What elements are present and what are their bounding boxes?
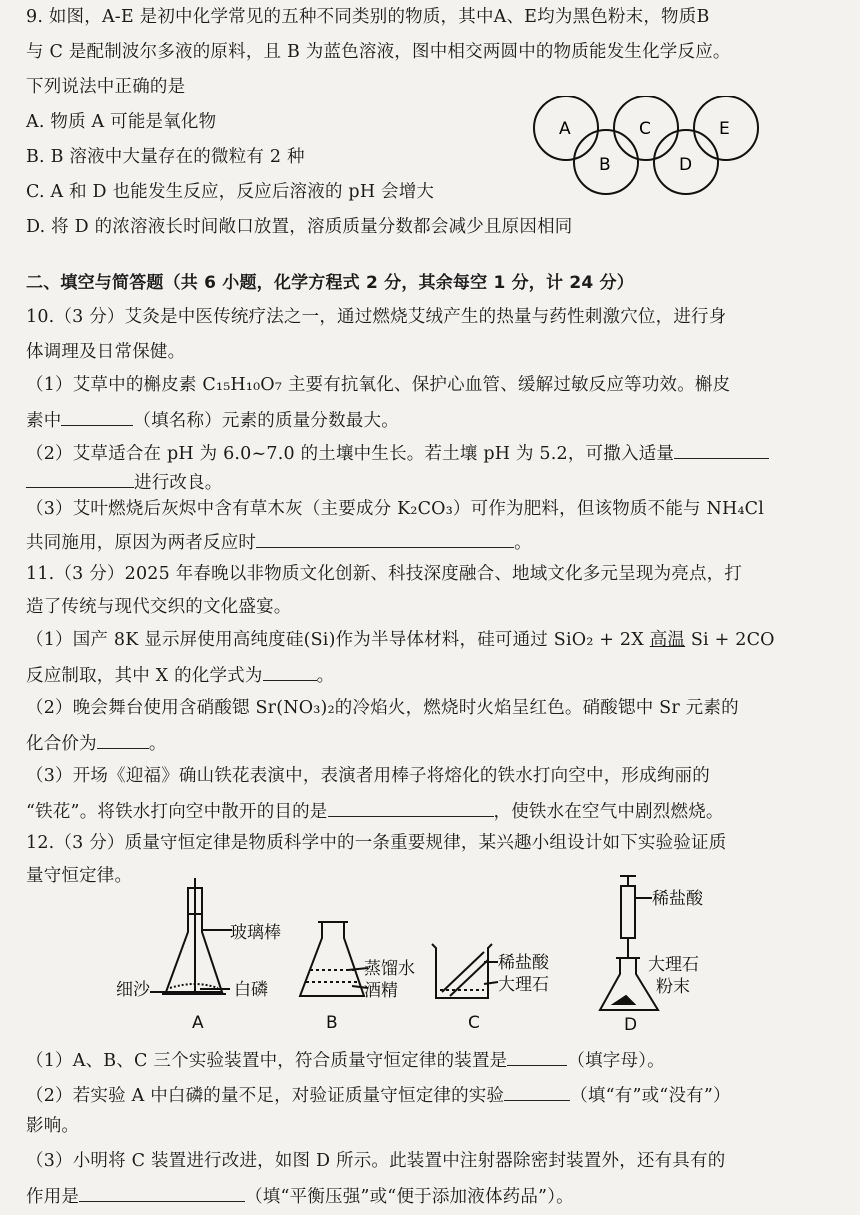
answer-blank[interactable] <box>61 407 133 426</box>
q9-stem-line3: 下列说法中正确的是 <box>26 77 186 97</box>
q12-part2-line1: （2）若实验 A 中白磷的量不足，对验证质量守恒定律的实验 （填“有”或“没有”） <box>26 1082 731 1107</box>
answer-blank[interactable] <box>97 730 149 749</box>
q12-part2-line2: 影响。 <box>26 1116 80 1136</box>
answer-blank[interactable] <box>263 662 317 681</box>
answer-blank[interactable] <box>507 1047 567 1066</box>
reaction-condition: 高温 <box>649 630 686 650</box>
q9-option-a: A. 物质 A 可能是氧化物 <box>26 112 217 132</box>
circle-label-e: E <box>719 119 730 139</box>
q10-stem-line2: 体调理及日常保健。 <box>26 342 186 362</box>
section-title: 二、填空与简答题（共 6 小题，化学方程式 2 分，其余每空 1 分，计 24 分） <box>26 273 634 293</box>
q12-stem-line1: 12.（3 分）质量守恒定律是物质科学中的一条重要规律，某兴趣小组设计如下实验验证质 <box>26 833 727 853</box>
apparatus-a <box>150 878 232 994</box>
label-d-powder: 粉末 <box>656 977 690 997</box>
circle-label-a: A <box>559 119 571 139</box>
answer-blank[interactable] <box>256 529 514 548</box>
label-white-phosphorus: 白磷 <box>234 980 268 1000</box>
label-d: D <box>624 1015 638 1035</box>
label-sand: 细沙 <box>116 980 150 1000</box>
label-c-marble: 大理石 <box>498 975 549 995</box>
q10-part1-line1: （1）艾草中的槲皮素 C₁₅H₁₀O₇ 主要有抗氧化、保护心血管、缓解过敏反应等功效。槲皮 <box>26 375 731 395</box>
label-c-hydrochloric-acid: 稀盐酸 <box>498 953 549 973</box>
answer-blank[interactable] <box>504 1082 570 1101</box>
syringe <box>621 886 635 938</box>
q12-apparatus-figure <box>100 870 780 1040</box>
apparatus-b <box>300 922 368 996</box>
q12-part1: （1）A、B、C 三个实验装置中，符合质量守恒定律的装置是 （填字母）。 <box>26 1047 665 1072</box>
q11-part1-line2: 反应制取，其中 X 的化学式为 。 <box>26 662 334 687</box>
q11-part3-line1: （3）开场《迎福》确山铁花表演中，表演者用棒子将熔化的铁水打向空中，形成绚丽的 <box>26 766 710 786</box>
q11-part2-line1: （2）晚会舞台使用含硝酸锶 Sr(NO₃)₂的冷焰火，燃烧时火焰呈红色。硝酸锶中 Sr 元素的 <box>26 698 739 718</box>
q9-option-b: B. B 溶液中大量存在的微粒有 2 种 <box>26 147 305 167</box>
circle-label-b: B <box>599 155 611 175</box>
label-d-hydrochloric-acid: 稀盐酸 <box>652 889 703 909</box>
q11-stem-line2: 造了传统与现代交织的文化盛宴。 <box>26 597 292 617</box>
apparatus-d <box>600 876 658 1010</box>
q9-stem-line2: 与 C 是配制波尔多液的原料，且 B 为蓝色溶液，图中相交两圆中的物质能发生化学反应。 <box>26 42 731 62</box>
label-a: A <box>192 1013 204 1033</box>
q10-part3-line1: （3）艾叶燃烧后灰烬中含有草木灰（主要成分 K₂CO₃）可作为肥料，但该物质不能与 NH₄Cl <box>26 499 765 519</box>
label-glass-rod: 玻璃棒 <box>230 923 281 943</box>
q12-part3-line1: （3）小明将 C 装置进行改进，如图 D 所示。此装置中注射器除密封装置外，还有具有的 <box>26 1151 726 1171</box>
q10-part1-line2: 素中 （填名称）元素的质量分数最大。 <box>26 407 399 432</box>
answer-blank[interactable] <box>79 1183 245 1202</box>
label-d-marble: 大理石 <box>648 955 699 975</box>
label-distilled-water: 蒸馏水 <box>364 959 415 979</box>
q11-part1-line1: （1）国产 8K 显示屏使用高纯度硅(Si)作为半导体材料，硅可通过 SiO₂ + 2X 高温 Si + 2CO <box>26 630 775 650</box>
answer-blank[interactable] <box>26 469 134 488</box>
q10-part2-line2: 进行改良。 <box>26 469 223 494</box>
q11-part2-line2: 化合价为 。 <box>26 730 167 755</box>
label-alcohol: 酒精 <box>364 981 398 1001</box>
q10-part2-line1: （2）艾草适合在 pH 为 6.0~7.0 的土壤中生长。若土壤 pH 为 5.2，可撒入适量 <box>26 440 769 465</box>
label-c: C <box>468 1013 480 1033</box>
answer-blank[interactable] <box>674 440 769 459</box>
q10-part3-line2: 共同施用，原因为两者反应时 。 <box>26 529 532 554</box>
circle-label-c: C <box>639 119 651 139</box>
q9-circles-diagram <box>526 96 786 206</box>
q12-part3-line2: 作用是 （填“平衡压强”或“便于添加液体药品”）。 <box>26 1183 574 1208</box>
label-b: B <box>326 1013 338 1033</box>
q11-stem-line1: 11.（3 分）2025 年春晚以非物质文化创新、科技深度融合、地域文化多元呈现为亮点，打 <box>26 564 743 584</box>
q11-part3-line2: “铁花”。将铁水打向空中散开的目的是 ，使铁水在空气中剧烈燃烧。 <box>26 798 724 823</box>
apparatus-c <box>432 944 498 998</box>
q9-stem-line1: 9. 如图，A-E 是初中化学常见的五种不同类别的物质，其中A、E均为黑色粉末，物质B <box>26 7 710 27</box>
q9-option-c: C. A 和 D 也能发生反应，反应后溶液的 pH 会增大 <box>26 182 435 202</box>
q9-option-d: D. 将 D 的浓溶液长时间敞口放置，溶质质量分数都会减少且原因相同 <box>26 217 573 237</box>
answer-blank[interactable] <box>328 798 494 817</box>
circle-label-d: D <box>679 155 693 175</box>
q10-stem-line1: 10.（3 分）艾灸是中医传统疗法之一，通过燃烧艾绒产生的热量与药性刺激穴位，进行身 <box>26 307 727 327</box>
q12-stem-line2: 量守恒定律。 <box>26 866 133 886</box>
